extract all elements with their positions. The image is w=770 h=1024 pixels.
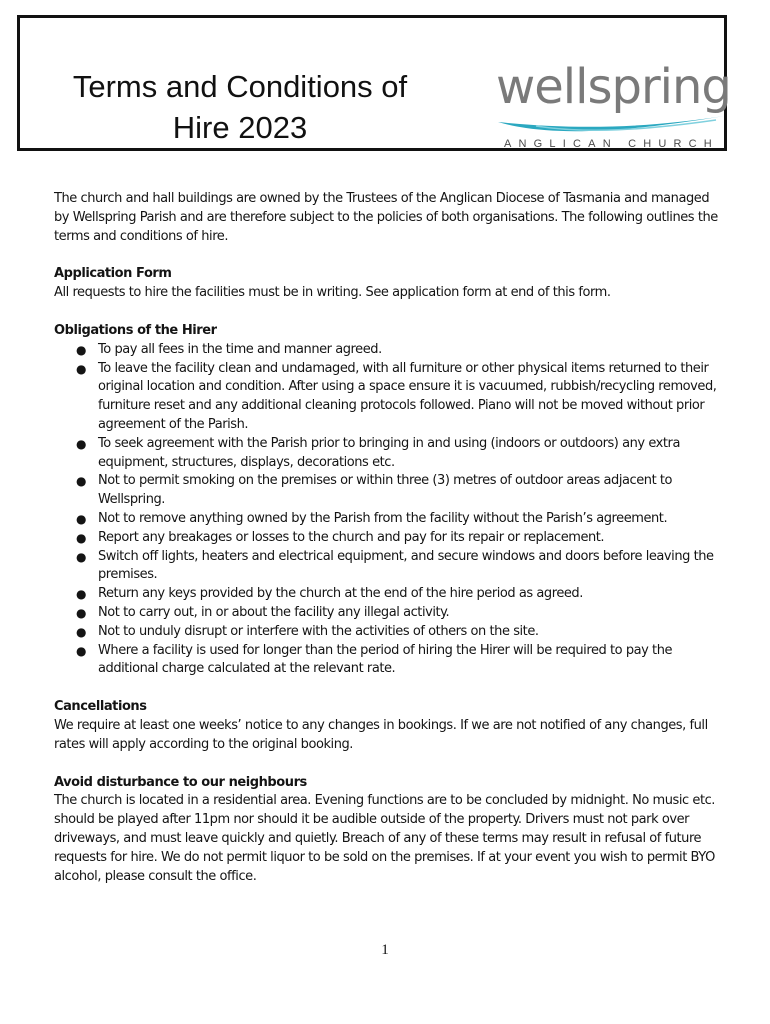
bullet-icon: ● (76, 342, 87, 357)
application-form-heading: Application Form (54, 266, 172, 282)
list-item (76, 642, 724, 680)
document-body (54, 190, 724, 905)
logo-wordmark: wellspring (496, 59, 731, 115)
list-item-text: To seek agreement with the Parish prior to bringing in and using (indoors or outdoors) any extra equipment, structures, displays, decorations etc. (98, 435, 680, 470)
cancellations-body: We require at least one weeks’ notice to any changes in bookings. If we are not notified of any changes, full rates will apply according to the original booking. (54, 717, 708, 752)
document-title (60, 66, 420, 148)
title-line-1: Terms and Conditions of (72, 69, 408, 104)
list-item-text: Return any keys provided by the church at the end of the hire period as agreed. (98, 586, 583, 602)
bullet-icon: ● (76, 511, 87, 526)
bullet-icon: ● (76, 474, 87, 489)
neighbours-heading: Avoid disturbance to our neighbours (54, 774, 307, 790)
list-item (76, 472, 724, 510)
logo-swoosh-icon (496, 112, 728, 136)
list-item (76, 510, 724, 529)
list-item-text: Not to carry out, in or about the facility any illegal activity. (98, 604, 450, 620)
bullet-icon: ● (76, 624, 87, 639)
application-form-body: All requests to hire the facilities must be in writing. See application form at end of this form. (54, 285, 611, 301)
list-item-text: Not to remove anything owned by the Parish from the facility without the Parish’s agreement. (98, 510, 668, 526)
bullet-icon: ● (76, 549, 87, 564)
list-item-text: Report any breakages or losses to the church and pay for its repair or replacement. (98, 529, 605, 545)
bullet-icon: ● (76, 587, 87, 602)
list-item (76, 360, 724, 435)
list-item-text: Where a facility is used for longer than the period of hiring the Hirer will be required to pay the additional charge calculated at the relevant rate. (98, 642, 673, 677)
list-item-text: To pay all fees in the time and manner agreed. (98, 341, 382, 357)
list-item-text: Switch off lights, heaters and electrical equipment, and secure windows and doors before leaving the premises. (98, 548, 714, 583)
cancellations-heading: Cancellations (54, 699, 147, 715)
list-item-text: To leave the facility clean and undamaged, with all furniture or other physical items returned to their original location and condition. After using a space ensure it is vacuumed, rubbish/recycling removed, furniture reset and any additional cleaning protocols followed. Piano will not be moved without prior agreement of the Parish. (98, 360, 717, 432)
bullet-icon: ● (76, 436, 87, 451)
obligations-list (54, 341, 724, 679)
bullet-icon: ● (76, 643, 87, 658)
header-box (17, 15, 731, 151)
list-item (76, 435, 724, 473)
list-item (76, 604, 724, 623)
bullet-icon: ● (76, 530, 87, 545)
logo-subtitle: ANGLICAN CHURCH (504, 138, 719, 150)
bullet-icon: ● (76, 361, 87, 376)
list-item (76, 341, 724, 360)
list-item-text: Not to permit smoking on the premises or within three (3) metres of outdoor areas adjacent to Wellspring. (98, 473, 673, 508)
list-item (76, 623, 724, 642)
bullet-icon: ● (76, 605, 87, 620)
title-line-2: Hire 2023 (172, 110, 308, 145)
list-item (76, 529, 724, 548)
list-item (76, 585, 724, 604)
page-number: 1 (381, 942, 389, 958)
intro-paragraph: The church and hall buildings are owned by the Trustees of the Anglican Diocese of Tasmania and managed by Wellspring Parish and are therefore subject to the policies of both organisations. The following outlines the terms and conditions of hire. (54, 191, 718, 244)
wellspring-logo (486, 60, 731, 155)
neighbours-body: The church is located in a residential area. Evening functions are to be concluded by midnight. No music etc. should be played after 11pm nor should it be audible outside of the property. Drivers must not park over driveways, and must leave quickly and quietly. Breach of any of these terms may result in refusal of future requests for hire. We do not permit liquor to be sold on the premises. If at your event you wish to permit BYO alcohol, please consult the office. (54, 793, 715, 884)
list-item (76, 548, 724, 586)
obligations-heading: Obligations of the Hirer (54, 322, 217, 338)
list-item-text: Not to unduly disrupt or interfere with the activities of others on the site. (98, 623, 539, 639)
